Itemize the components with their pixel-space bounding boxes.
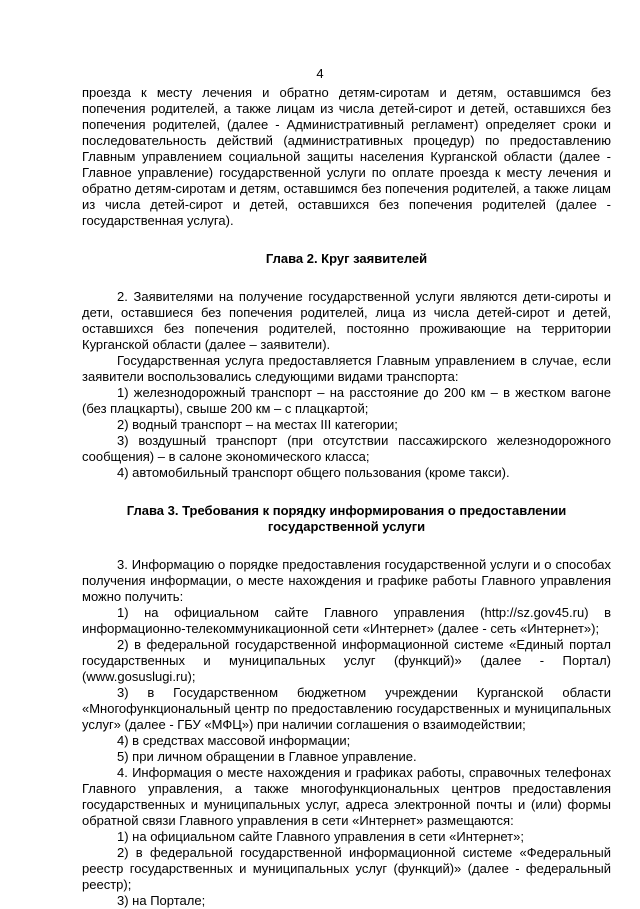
chapter-2-paragraph: 2. Заявителями на получение государственной услуги являются дети-сироты и дети, оставшиеся без попечения родителей, лица из числа детей-сирот и детей, оставшихся без попечения родителей, постоянно проживающие на территории Курганской области (далее – заявители). [82, 289, 611, 352]
chapter-2-list-item: 1) железнодорожный транспорт – на расстояние до 200 км – в жестком вагоне (без плацкарты), свыше 200 км – с плацкартой; [82, 385, 611, 416]
page-number: 4 [316, 66, 324, 81]
chapter-2-list-item: 4) автомобильный транспорт общего пользования (кроме такси). [117, 465, 510, 480]
chapter-3-list-item: 5) при личном обращении в Главное управление. [117, 749, 417, 764]
chapter-3-list-item: 1) на официальном сайте Главного управления в сети «Интернет»; [117, 829, 524, 844]
chapter-3-title-line-1: Глава 3. Требования к порядку информирования о предоставлении [126, 503, 567, 518]
chapter-3-list-item: 2) в федеральной государственной информационной системе «Единый портал государственных и муниципальных услуг (функций)» (далее - Портал) (www.gosuslugi.ru); [82, 637, 611, 684]
chapter-3-list-item: 1) на официальном сайте Главного управления (http://sz.gov45.ru) в информационно-телекоммуникационной сети «Интернет» (далее - сеть «Интернет»); [82, 605, 611, 636]
intro-paragraph: проезда к месту лечения и обратно детям-сиротам и детям, оставшимся без попечения родителей, а также лицам из числа детей-сирот и детей, оставшихся без попечения родителей, (далее - Административный регламент) определяет сроки и последовательность действий (административных процедур) по предоставлению Главным управлением социальной защиты населения Курганской области (далее - Главное управление) государственной услуги по оплате проезда к месту лечения и обратно детям-сиротам и детям, оставшимся без попечения родителей, а также лицам из числа детей-сирот и детей, оставшихся без попечения родителей (далее - государственная услуга). [82, 85, 611, 228]
chapter-3-title-line-2: государственной услуги [267, 519, 426, 534]
chapter-3-list-item: 3) в Государственном бюджетном учреждении Курганской области «Многофункциональный центр по предоставлению государственных и муниципальных услуг» (далее - ГБУ «МФЦ») при наличии соглашения о взаимодействии; [82, 685, 611, 732]
chapter-3-paragraph: 3. Информацию о порядке предоставления государственной услуги и о способах получения информации, о месте нахождения и графике работы Главного управления можно получить: [82, 557, 611, 604]
chapter-2-list-item: 3) воздушный транспорт (при отсутствии пассажирского железнодорожного сообщения) – в салоне экономического класса; [82, 433, 611, 464]
chapter-3-list-item: 3) на Портале; [117, 893, 206, 908]
chapter-2-title: Глава 2. Круг заявителей [265, 251, 428, 266]
chapter-3-list-item: 2) в федеральной государственной информационной системе «Федеральный реестр государственных и муниципальных услуг (функций)» (далее - федеральный реестр); [82, 845, 611, 892]
chapter-2-list-item: 2) водный транспорт – на местах III категории; [117, 417, 398, 432]
chapter-3-paragraph: 4. Информация о месте нахождения и графиках работы, справочных телефонах Главного управления, а также многофункциональных центров предоставления государственных и муниципальных услуг, адреса электронной почты и (или) формы обратной связи Главного управления в сети «Интернет» размещаются: [82, 765, 611, 828]
document-body [82, 85, 611, 909]
chapter-2-paragraph: Государственная услуга предоставляется Главным управлением в случае, если заявители воспользовались следующими видами транспорта: [82, 353, 611, 384]
chapter-3-list-item: 4) в средствах массовой информации; [117, 733, 351, 748]
